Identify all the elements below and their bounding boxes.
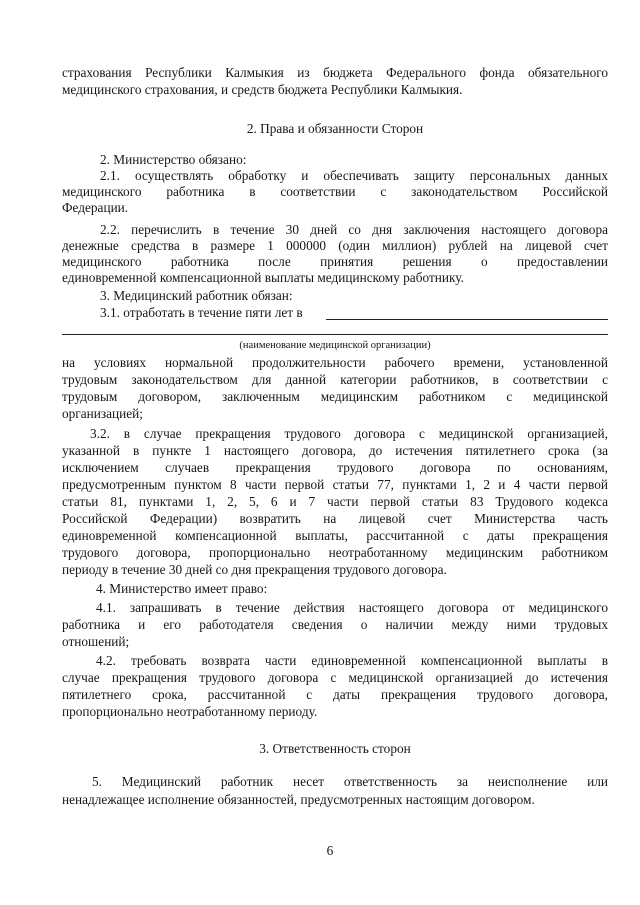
clause-3-2-line-8: трудового договора, пропорционально неотработанному медицинским работником bbox=[62, 545, 608, 560]
clause-4: 4. Министерство имеет право: bbox=[96, 581, 268, 596]
clause-2-2-line-2: денежные средства в размере 1 000000 (один миллион) рублей на лицевой счет bbox=[62, 238, 608, 253]
section-2-heading: 2. Права и обязанности Сторон bbox=[246, 121, 424, 136]
clause-3-2-line-2: указанной в пункте 1 настоящего договора, до истечения пятилетнего срока (за bbox=[62, 443, 608, 458]
clause-4-2-line-3: пятилетнего срока, рассчитанной с даты прекращения трудового договора, bbox=[62, 687, 608, 702]
intro-line-2: медицинского страхования, и средств бюджета Республики Калмыкия. bbox=[62, 82, 463, 97]
clause-4-1-line-3: отношений; bbox=[62, 634, 130, 649]
clause-4-2-line-4: пропорционально неотработанному периоду. bbox=[62, 704, 318, 719]
clause-2-2-line-3: медицинского работника после принятия решения о предоставлении bbox=[62, 254, 608, 269]
clause-2-2-line-4: единовременной компенсационной выплаты медицинскому работнику. bbox=[62, 270, 464, 285]
clause-3-2-line-5: статьи 81, пунктами 1, 2, 5, 6 и 7 части первой статьи 83 Трудового кодекса bbox=[62, 494, 608, 509]
clause-3-1: 3.1. отработать в течение пяти лет в bbox=[100, 305, 303, 320]
clause-3-1-cont-line-4: организацией; bbox=[62, 406, 143, 421]
page-number: 6 bbox=[326, 843, 334, 858]
org-caption: (наименование медицинской организации) bbox=[239, 340, 431, 351]
org-name-line-2 bbox=[62, 334, 608, 335]
clause-2-2-line-1: 2.2. перечислить в течение 30 дней со дня заключения настоящего договора bbox=[100, 222, 608, 237]
clause-3: 3. Медицинский работник обязан: bbox=[100, 288, 293, 303]
clause-2-1-line-1: 2.1. осуществлять обработку и обеспечивать защиту персональных данных bbox=[100, 168, 608, 183]
clause-3-2-line-1: 3.2. в случае прекращения трудового договора с медицинской организацией, bbox=[90, 426, 608, 441]
clause-5-line-1: 5. Медицинский работник несет ответственность за неисполнение или bbox=[92, 774, 608, 789]
clause-4-2-line-2: случае прекращения трудового договора с медицинской организацией до истечения bbox=[62, 670, 608, 685]
clause-3-2-line-7: единовременной компенсационной выплаты, рассчитанной с даты прекращения bbox=[62, 528, 608, 543]
clause-4-2-line-1: 4.2. требовать возврата части единовременной компенсационной выплаты в bbox=[96, 653, 608, 668]
section-3-heading: 3. Ответственность сторон bbox=[259, 741, 411, 756]
clause-3-1-cont-line-2: трудовым законодательством для данной категории работников, в соответствии с bbox=[62, 372, 608, 387]
clause-5-line-2: ненадлежащее исполнение обязанностей, предусмотренных настоящим договором. bbox=[62, 792, 535, 807]
org-name-line-1 bbox=[326, 319, 608, 320]
clause-3-2-line-3: исключением случаев прекращения трудового договора по основаниям, bbox=[62, 460, 608, 475]
clause-2-1-line-2: медицинского работника в соответствии с законодательством Российской bbox=[62, 184, 608, 199]
clause-3-1-cont-line-1: на условиях нормальной продолжительности рабочего времени, установленной bbox=[62, 355, 608, 370]
clause-2: 2. Министерство обязано: bbox=[100, 152, 247, 167]
clause-3-2-line-6: Российской Федерации) возвратить на лицевой счет Министерства часть bbox=[62, 511, 608, 526]
clause-2-1-line-3: Федерации. bbox=[62, 200, 129, 215]
intro-line-1: страхования Республики Калмыкия из бюджета Федерального фонда обязательного bbox=[62, 65, 608, 80]
clause-3-1-cont-line-3: трудовым договором, заключенным медицинским работником с медицинской bbox=[62, 389, 608, 404]
clause-3-2-line-4: предусмотренным пунктом 8 части первой статьи 77, пунктами 1, 2 и 4 части первой bbox=[62, 477, 608, 492]
clause-4-1-line-1: 4.1. запрашивать в течение действия настоящего договора от медицинского bbox=[96, 600, 608, 615]
clause-3-2-line-9: периоду в течение 30 дней со дня прекращения трудового договора. bbox=[62, 562, 447, 577]
clause-4-1-line-2: работника и его работодателя сведения о наличии между ними трудовых bbox=[62, 617, 608, 632]
